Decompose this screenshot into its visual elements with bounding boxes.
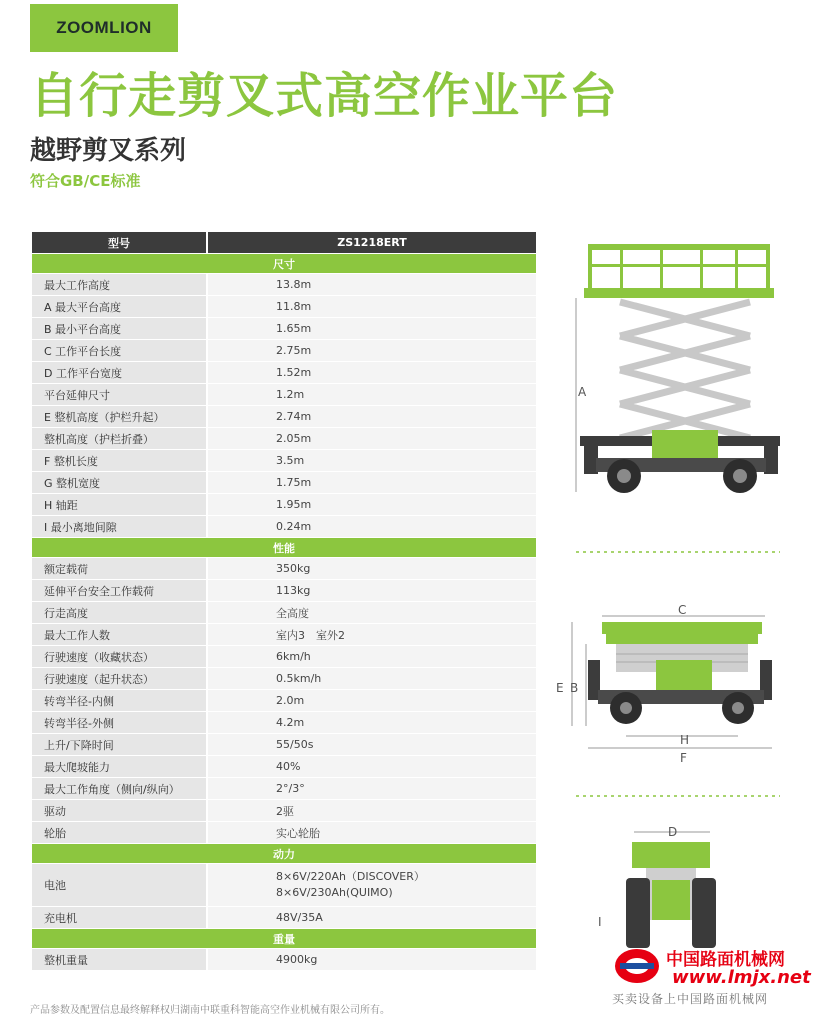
row-value: 2.0m	[208, 690, 536, 711]
performance-rows	[32, 558, 536, 843]
row-value: 40%	[208, 756, 536, 777]
row-label: F 整机长度	[32, 450, 208, 471]
row-label: H 轴距	[32, 494, 208, 515]
section-power	[32, 844, 536, 863]
row-label: 行走高度	[32, 602, 208, 623]
page-title: 自行走剪叉式高空作业平台	[30, 68, 619, 124]
row-value: 2°/3°	[208, 778, 536, 799]
front-view	[598, 825, 716, 948]
row-value: 1.52m	[208, 362, 536, 383]
row-value: 1.75m	[208, 472, 536, 493]
battery-value	[208, 864, 536, 906]
charger-value: 48V/35A	[208, 907, 536, 928]
table-row	[32, 340, 536, 361]
dim-c-label: C	[678, 603, 687, 617]
row-value: 2驱	[208, 800, 536, 821]
row-label: C 工作平台长度	[32, 340, 208, 361]
row-value: 6km/h	[208, 646, 536, 667]
table-row	[32, 362, 536, 383]
section-size-label: 尺寸	[32, 254, 536, 273]
dim-f-label: F	[680, 751, 687, 765]
machine-drawings	[556, 230, 800, 950]
table-row	[32, 580, 536, 601]
footnote: 产品参数及配置信息最终解释权归湖南中联重科智能高空作业机械有限公司所有。	[30, 1005, 390, 1016]
table-row	[32, 494, 536, 515]
row-value: 0.24m	[208, 516, 536, 537]
table-row	[32, 602, 536, 623]
dim-h-label: H	[680, 733, 690, 747]
row-value: 1.95m	[208, 494, 536, 515]
row-value: 1.2m	[208, 384, 536, 405]
row-label: 行驶速度（收藏状态）	[32, 646, 208, 667]
table-row	[32, 864, 536, 906]
row-label: 整机重量	[32, 949, 208, 970]
row-label: 额定载荷	[32, 558, 208, 579]
row-value: 13.8m	[208, 274, 536, 295]
table-row	[32, 558, 536, 579]
dim-i-label: I	[598, 915, 602, 929]
model-label: 型号	[32, 232, 208, 253]
dim-d-label: D	[668, 825, 678, 839]
table-row	[32, 822, 536, 843]
dim-b-label: B	[570, 681, 579, 695]
row-label: 平台延伸尺寸	[32, 384, 208, 405]
standard-note: 符合GB/CE标准	[30, 172, 141, 190]
row-value: 实心轮胎	[208, 822, 536, 843]
row-label: 行驶速度（起升状态）	[32, 668, 208, 689]
battery-value-line-2: 8×6V/230Ah(QUIMO)	[276, 886, 393, 899]
row-label: 转弯半径-外侧	[32, 712, 208, 733]
row-label: 最大工作高度	[32, 274, 208, 295]
row-label: 轮胎	[32, 822, 208, 843]
section-performance	[32, 538, 536, 557]
size-rows	[32, 274, 536, 537]
row-value: 1.65m	[208, 318, 536, 339]
row-label: 转弯半径-内侧	[32, 690, 208, 711]
battery-value-line-1: 8×6V/220Ah（DISCOVER）	[276, 870, 425, 883]
stowed-side-view	[556, 603, 780, 796]
row-label: B 最小平台高度	[32, 318, 208, 339]
row-value: 2.75m	[208, 340, 536, 361]
model-value: ZS1218ERT	[208, 232, 536, 253]
table-row	[32, 778, 536, 799]
section-weight-label: 重量	[32, 929, 536, 948]
row-value: 2.74m	[208, 406, 536, 427]
table-row	[32, 800, 536, 821]
table-row	[32, 668, 536, 689]
dim-e-label: E	[556, 681, 564, 695]
row-label: 驱动	[32, 800, 208, 821]
series-subtitle: 越野剪叉系列	[30, 136, 187, 166]
table-row	[32, 949, 536, 970]
row-value: 2.05m	[208, 428, 536, 449]
raised-side-view	[576, 244, 780, 552]
row-label: 最大工作人数	[32, 624, 208, 645]
spec-table	[32, 231, 536, 971]
row-label: D 工作平台宽度	[32, 362, 208, 383]
table-row	[32, 274, 536, 295]
section-performance-label: 性能	[32, 538, 536, 557]
section-power-label: 动力	[32, 844, 536, 863]
table-row	[32, 907, 536, 928]
row-value: 11.8m	[208, 296, 536, 317]
table-row	[32, 712, 536, 733]
row-value: 室内3 室外2	[208, 624, 536, 645]
dim-a-label: A	[578, 385, 587, 399]
row-label: 最大爬坡能力	[32, 756, 208, 777]
table-row	[32, 734, 536, 755]
section-size	[32, 254, 536, 273]
row-label: 延伸平台安全工作载荷	[32, 580, 208, 601]
watermark-slogan: 买卖设备上中国路面机械网	[612, 992, 769, 1006]
row-value: 0.5km/h	[208, 668, 536, 689]
table-row	[32, 516, 536, 537]
table-row	[32, 472, 536, 493]
table-row	[32, 646, 536, 667]
watermark	[612, 945, 818, 1019]
table-row	[32, 318, 536, 339]
table-row	[32, 450, 536, 471]
zoomlion-logo: ZOOMLION	[30, 4, 178, 52]
table-row	[32, 384, 536, 405]
section-weight	[32, 929, 536, 948]
row-value: 3.5m	[208, 450, 536, 471]
row-value: 113kg	[208, 580, 536, 601]
table-row	[32, 756, 536, 777]
row-label: 最大工作角度（侧向/纵向）	[32, 778, 208, 799]
watermark-url: www.lmjx.net	[672, 967, 811, 988]
model-header-row	[32, 232, 536, 253]
row-label: E 整机高度（护栏升起）	[32, 406, 208, 427]
table-row	[32, 690, 536, 711]
row-value: 4900kg	[208, 949, 536, 970]
table-row	[32, 296, 536, 317]
watermark-site-name: 中国路面机械网	[666, 950, 785, 970]
table-row	[32, 624, 536, 645]
weight-rows	[32, 949, 536, 970]
row-label: G 整机宽度	[32, 472, 208, 493]
watermark-logo-icon	[612, 945, 662, 987]
row-label: A 最大平台高度	[32, 296, 208, 317]
row-value: 350kg	[208, 558, 536, 579]
row-label: 上升/下降时间	[32, 734, 208, 755]
row-value: 全高度	[208, 602, 536, 623]
charger-label: 充电机	[32, 907, 208, 928]
row-value: 4.2m	[208, 712, 536, 733]
table-row	[32, 428, 536, 449]
row-label: 整机高度（护栏折叠）	[32, 428, 208, 449]
table-row	[32, 406, 536, 427]
battery-label: 电池	[32, 864, 208, 906]
row-value: 55/50s	[208, 734, 536, 755]
row-label: I 最小离地间隙	[32, 516, 208, 537]
